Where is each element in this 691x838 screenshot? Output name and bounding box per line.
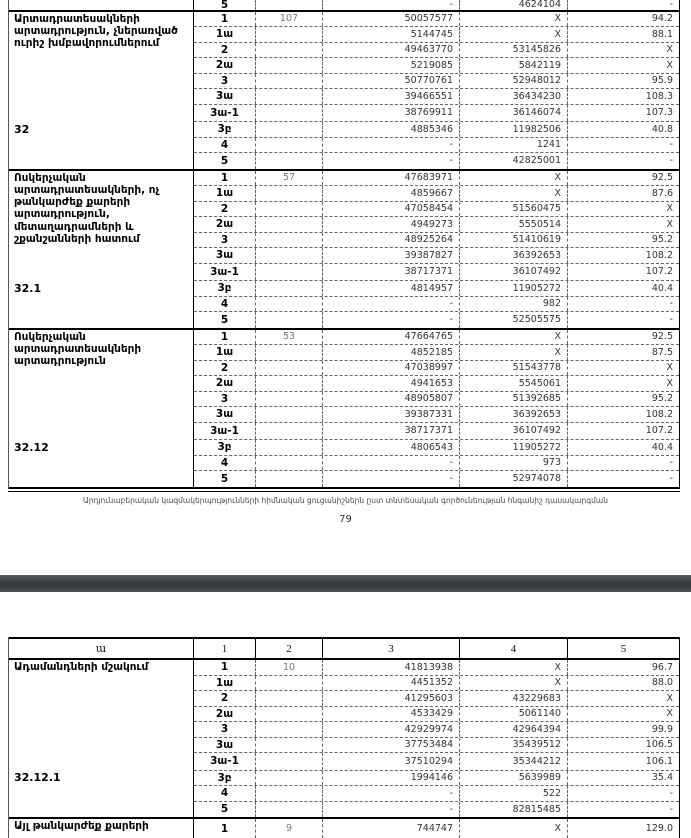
- col3-cell: 47038997: [323, 361, 460, 376]
- row-code-cell: 1ա: [194, 186, 256, 201]
- row-code-cell: 3: [194, 74, 256, 89]
- table-row: [194, 456, 679, 472]
- table-row: [194, 122, 679, 138]
- statistics-table-page2: [8, 637, 680, 838]
- table-block: [9, 660, 679, 819]
- col3-cell: 47683971: [323, 171, 460, 186]
- col5-cell: X: [666, 203, 673, 215]
- row-code-cell: 3ա-1: [194, 105, 256, 122]
- col2-cell: [256, 771, 323, 786]
- col4-cell: 52974078: [460, 471, 568, 487]
- col4-cell: 52948012: [460, 74, 568, 89]
- row-code-cell: 3: [194, 233, 256, 248]
- page-separator-band: [0, 575, 691, 592]
- col4-cell: 36107492: [460, 264, 568, 281]
- col3-cell: 39387331: [323, 407, 460, 422]
- col4-cell: 36107492: [460, 423, 568, 440]
- col3-cell: 47664765: [323, 330, 460, 345]
- col4-cell: 36434230: [460, 89, 568, 104]
- table-row: [194, 12, 679, 28]
- col3-cell: -: [323, 297, 460, 312]
- col2-cell: [256, 153, 323, 169]
- statistics-table-page1: [8, 0, 680, 489]
- category-name: Ոսկերչական արտադրատեսակների արտադրություն: [14, 330, 142, 368]
- col3-cell: 38717371: [323, 264, 460, 281]
- row-code-cell: 4: [194, 456, 256, 471]
- col4-cell: 35439512: [460, 738, 568, 753]
- col3-cell: 48925264: [323, 233, 460, 248]
- col2-cell: 53: [256, 330, 323, 345]
- col4-cell: 11905272: [460, 281, 568, 296]
- col3-cell: 37510294: [323, 753, 460, 770]
- table-row: [194, 707, 679, 723]
- category-name: Ադամանդների մշակում: [14, 661, 149, 673]
- col4-cell: 522: [460, 786, 568, 801]
- row-code-cell: 1: [194, 660, 256, 675]
- category-name-cell: [9, 660, 194, 817]
- col3-cell: 4949273: [323, 217, 460, 232]
- col3-cell: 4814957: [323, 281, 460, 296]
- col3-cell: -: [323, 0, 460, 10]
- col5-cell: X: [666, 692, 673, 704]
- col4-cell: 53145826: [460, 43, 568, 58]
- col2-cell: [256, 786, 323, 801]
- row-code-cell: 1ա: [194, 676, 256, 691]
- table-row: [194, 43, 679, 59]
- row-code-cell: 2: [194, 361, 256, 376]
- row-code-cell: 3: [194, 722, 256, 737]
- table-row: [194, 345, 679, 361]
- col3-cell: 48905807: [323, 392, 460, 407]
- row-code-cell: 1: [194, 330, 256, 345]
- col5-cell: 95.2: [651, 393, 673, 405]
- category-code: 32.12.1: [14, 771, 61, 784]
- col2-cell: [256, 407, 323, 422]
- col3-cell: 4451352: [323, 676, 460, 691]
- col4-cell: 36392653: [460, 407, 568, 422]
- col4-cell: 82815485: [460, 802, 568, 818]
- table-footnote: Արդյունաբերական կազմակերպությունների հիմնական ցուցանիշներն ըստ տնտեսական գործունեության հնգանիշ դասակարգման: [82, 496, 608, 506]
- col5-cell: 107.2: [645, 425, 673, 437]
- table-row: [194, 202, 679, 218]
- col4-cell: 5545061: [460, 376, 568, 391]
- table-row: [194, 691, 679, 707]
- col4-cell: 5550514: [460, 217, 568, 232]
- col3-cell: -: [323, 456, 460, 471]
- category-name-cell-empty: [9, 0, 194, 10]
- col2-cell: [256, 423, 323, 440]
- col3-cell: 41295603: [323, 691, 460, 706]
- col2-cell: [256, 264, 323, 281]
- col5-cell: 129.0: [645, 823, 673, 834]
- partial-top-row: [9, 0, 679, 12]
- page-2: [0, 592, 691, 838]
- col4-cell: X: [460, 676, 568, 691]
- col3-cell: 744747: [323, 819, 460, 838]
- col3-cell: 50770761: [323, 74, 460, 89]
- table-row: [194, 407, 679, 423]
- row-code-cell: 2ա: [194, 376, 256, 391]
- row-code-cell: 2: [194, 202, 256, 217]
- table-row: [194, 233, 679, 249]
- col4-cell: 51543778: [460, 361, 568, 376]
- table-row: [194, 153, 679, 169]
- table-row: [194, 297, 679, 313]
- row-code-cell: 1: [194, 819, 256, 838]
- row-code-cell: 3ա-1: [194, 423, 256, 440]
- row-code-cell: 2: [194, 43, 256, 58]
- col2-cell: [256, 392, 323, 407]
- col5-cell: 107.2: [645, 266, 673, 278]
- col2-cell: [256, 74, 323, 89]
- table-row: [194, 281, 679, 297]
- col2-cell: [256, 707, 323, 722]
- row-code-cell: 3բ: [194, 771, 256, 786]
- header-col-1: 1: [194, 639, 256, 658]
- header-col-3: 3: [323, 639, 460, 658]
- table-row: [194, 802, 679, 818]
- col2-cell: [256, 753, 323, 770]
- col3-cell: 49463770: [323, 43, 460, 58]
- table-row: [194, 186, 679, 202]
- col2-cell: [256, 0, 323, 10]
- col3-cell: -: [323, 802, 460, 818]
- block-rows: [194, 171, 679, 328]
- col4-cell: 52505575: [460, 312, 568, 328]
- col2-cell: [256, 186, 323, 201]
- table-row: [194, 58, 679, 74]
- col2-cell: [256, 676, 323, 691]
- col2-cell: [256, 802, 323, 818]
- row-code-cell: 1: [194, 12, 256, 27]
- table-row: [194, 471, 679, 487]
- row-code-cell: 3: [194, 392, 256, 407]
- table-row: [194, 753, 679, 771]
- col4-cell: 11905272: [460, 440, 568, 455]
- row-code-cell: 3բ: [194, 122, 256, 137]
- table-row: [194, 217, 679, 233]
- col3-cell: 39466551: [323, 89, 460, 104]
- table-row: [194, 312, 679, 328]
- table-row: [194, 27, 679, 43]
- col5-cell: 40.4: [651, 441, 673, 453]
- table-row: [194, 171, 679, 187]
- col5-cell: 35.4: [651, 772, 673, 784]
- header-col-5: 5: [620, 642, 627, 655]
- category-name: Այլ թանկարժեք քարերի: [9, 819, 194, 838]
- row-code-cell: 4: [194, 297, 256, 312]
- col2-cell: [256, 105, 323, 122]
- col4-cell: 36146074: [460, 105, 568, 122]
- col3-cell: -: [323, 471, 460, 487]
- col4-cell: 5842119: [460, 58, 568, 73]
- col5-cell: -: [669, 314, 673, 326]
- col3-cell: 5219085: [323, 58, 460, 73]
- row-code-cell: 5: [194, 471, 256, 487]
- col2-cell: [256, 297, 323, 312]
- col2-cell: 9: [256, 819, 323, 838]
- page1-blocks: [9, 12, 679, 489]
- col5-cell: 108.2: [645, 249, 673, 261]
- table-row: [194, 376, 679, 392]
- col3-cell: 4533429: [323, 707, 460, 722]
- row-code-cell: 5: [194, 312, 256, 328]
- col2-cell: [256, 248, 323, 263]
- table-row: [194, 660, 679, 676]
- col2-cell: [256, 217, 323, 232]
- col4-cell: X: [460, 345, 568, 360]
- col5-cell: 40.4: [651, 282, 673, 294]
- col2-cell: [256, 233, 323, 248]
- category-name-cell: [9, 330, 194, 487]
- col3-cell: 50057577: [323, 12, 460, 27]
- table-row: [194, 786, 679, 802]
- col5-cell: 92.5: [651, 331, 673, 343]
- col4-cell: X: [460, 186, 568, 201]
- col3-cell: 38717371: [323, 423, 460, 440]
- col2-cell: [256, 202, 323, 217]
- col5-cell: X: [666, 59, 673, 71]
- table-row: [194, 89, 679, 105]
- col4-cell: 4624104: [460, 0, 568, 10]
- row-code-cell: 5: [194, 802, 256, 818]
- row-code-cell: 3բ: [194, 440, 256, 455]
- col4-cell: X: [460, 27, 568, 42]
- table-bottom-rule: [8, 491, 680, 493]
- col5-cell: 87.6: [651, 187, 673, 199]
- col3-cell: 5144745: [323, 27, 460, 42]
- col5-cell: -: [669, 155, 673, 167]
- table-row: [194, 676, 679, 692]
- block-rows: [194, 660, 679, 817]
- header-col-4: 4: [460, 639, 568, 658]
- partial-bottom-row: [9, 819, 679, 838]
- col4-cell: 5639989: [460, 771, 568, 786]
- col3-cell: 4859667: [323, 186, 460, 201]
- row-code-cell: 2: [194, 691, 256, 706]
- table-row: [194, 264, 679, 282]
- col5-cell: -: [669, 473, 673, 485]
- row-code-cell: 1ա: [194, 27, 256, 42]
- row-code-cell: 4: [194, 786, 256, 801]
- page-number: 79: [339, 514, 352, 526]
- col2-cell: [256, 138, 323, 153]
- category-name-cell: [9, 171, 194, 328]
- col5-cell: X: [666, 708, 673, 720]
- block-rows: [194, 330, 679, 487]
- table-row: [194, 392, 679, 408]
- row-code-cell: 3ա: [194, 407, 256, 422]
- col2-cell: [256, 471, 323, 487]
- table-block: [9, 12, 679, 171]
- col5-cell: 107.3: [645, 107, 673, 119]
- col5-cell: 88.0: [651, 677, 673, 689]
- col4-cell: 982: [460, 297, 568, 312]
- col5-cell: 99.9: [651, 723, 673, 735]
- col5-cell: 106.5: [645, 739, 673, 751]
- col5-cell: 40.8: [651, 123, 673, 135]
- col3-cell: -: [323, 786, 460, 801]
- table-row: [194, 440, 679, 456]
- col5-cell: -: [669, 787, 673, 799]
- block-rows: [194, 12, 679, 169]
- category-code: 32.1: [14, 281, 42, 295]
- table-row: [194, 771, 679, 787]
- col3-cell: 4806543: [323, 440, 460, 455]
- table-row: [194, 330, 679, 346]
- row-code-cell: 3ա: [194, 248, 256, 263]
- col2-cell: [256, 281, 323, 296]
- col4-cell: X: [460, 660, 568, 675]
- col2-cell: [256, 43, 323, 58]
- header-name-col: ա: [9, 639, 194, 658]
- row-code-cell: 1ա: [194, 345, 256, 360]
- category-code: 32: [14, 122, 30, 136]
- col3-cell: -: [323, 153, 460, 169]
- col3-cell: -: [323, 138, 460, 153]
- col5-cell: 92.5: [651, 172, 673, 184]
- col3-cell: 4885346: [323, 122, 460, 137]
- row-code-cell: 5: [194, 153, 256, 169]
- table-row: [194, 74, 679, 90]
- page2-blocks: [9, 660, 679, 819]
- col5-cell: -: [669, 457, 673, 469]
- col4-cell: 973: [460, 456, 568, 471]
- col5-cell: X: [666, 44, 673, 56]
- col5-cell: X: [666, 377, 673, 389]
- col2-cell: [256, 738, 323, 753]
- col5-cell: -: [669, 803, 673, 815]
- col4-cell: X: [460, 12, 568, 27]
- col2-cell: [256, 456, 323, 471]
- col5-cell: 108.2: [645, 408, 673, 420]
- col3-cell: 47058454: [323, 202, 460, 217]
- col2-cell: 10: [256, 660, 323, 675]
- table-row: [194, 248, 679, 264]
- row-code-cell: 3ա-1: [194, 264, 256, 281]
- row-code-cell: 2ա: [194, 707, 256, 722]
- header-col-2: 2: [256, 639, 323, 658]
- col4-cell: 35344212: [460, 753, 568, 770]
- table-header-row: [9, 637, 679, 660]
- col5-cell: 87.5: [651, 346, 673, 358]
- col4-cell: 11982506: [460, 122, 568, 137]
- col3-cell: 1994146: [323, 771, 460, 786]
- col5-cell: X: [666, 218, 673, 230]
- col3-cell: 4852185: [323, 345, 460, 360]
- row-code-cell: 3բ: [194, 281, 256, 296]
- col2-cell: [256, 122, 323, 137]
- col3-cell: 38769911: [323, 105, 460, 122]
- col4-cell: X: [460, 171, 568, 186]
- col5-cell: 95.9: [651, 75, 673, 87]
- col4-cell: X: [460, 819, 568, 838]
- category-code: 32.12: [14, 440, 49, 454]
- table-block: [9, 330, 679, 489]
- col2-cell: 107: [256, 12, 323, 27]
- col4-cell: 5061140: [460, 707, 568, 722]
- col5-cell: 88.1: [651, 28, 673, 40]
- col4-cell: 43229683: [460, 691, 568, 706]
- col4-cell: X: [460, 330, 568, 345]
- row-code-cell: 1: [194, 171, 256, 186]
- col4-cell: 36392653: [460, 248, 568, 263]
- col5-cell: 94.2: [651, 13, 673, 25]
- table-block: [9, 171, 679, 330]
- row-code-cell: 3ա: [194, 89, 256, 104]
- col2-cell: [256, 691, 323, 706]
- col4-cell: 42825001: [460, 153, 568, 169]
- table-row: [194, 423, 679, 441]
- col2-cell: [256, 27, 323, 42]
- col2-cell: [256, 376, 323, 391]
- col4-cell: 42964394: [460, 722, 568, 737]
- row-code-cell: 2ա: [194, 217, 256, 232]
- table-row: [194, 138, 679, 154]
- col3-cell: 39387827: [323, 248, 460, 263]
- category-name: Արտադրատեսակների արտադրություն, չներառված ուրիշ խմբավորումներում: [14, 12, 178, 50]
- col5-cell: 95.2: [651, 234, 673, 246]
- table-row: [194, 722, 679, 738]
- table-row: [194, 738, 679, 754]
- col2-cell: [256, 345, 323, 360]
- row-code-cell: 2ա: [194, 58, 256, 73]
- col3-cell: 41813938: [323, 660, 460, 675]
- col2-cell: [256, 440, 323, 455]
- category-name: Ոսկերչական արտադրատեսակների, ոչ թանկարժեք քարերի արտադրություն, մետաղադրամների և շքանշանների հատում: [14, 171, 160, 245]
- col3-cell: 37753484: [323, 738, 460, 753]
- col4-cell: 51410619: [460, 233, 568, 248]
- col5-cell: 96.7: [651, 661, 673, 673]
- col4-cell: 51560475: [460, 202, 568, 217]
- col5-cell: -: [669, 0, 673, 10]
- col5-cell: 106.1: [645, 755, 673, 767]
- col5-cell: 108.3: [645, 90, 673, 102]
- col5-cell: -: [669, 298, 673, 310]
- col3-cell: -: [323, 312, 460, 328]
- col5-cell: -: [669, 139, 673, 151]
- col2-cell: [256, 722, 323, 737]
- col2-cell: [256, 89, 323, 104]
- row-code-cell: 3ա-1: [194, 753, 256, 770]
- col3-cell: 4941653: [323, 376, 460, 391]
- col2-cell: 57: [256, 171, 323, 186]
- table-row: [194, 361, 679, 377]
- col3-cell: 42929974: [323, 722, 460, 737]
- category-name-cell: [9, 12, 194, 169]
- col2-cell: [256, 361, 323, 376]
- row-code-cell: 4: [194, 138, 256, 153]
- col4-cell: 1241: [460, 138, 568, 153]
- row-code-cell: 3ա: [194, 738, 256, 753]
- table-row: [194, 105, 679, 123]
- col2-cell: [256, 312, 323, 328]
- row-code-cell: 5: [194, 0, 256, 10]
- col2-cell: [256, 58, 323, 73]
- col4-cell: 51392685: [460, 392, 568, 407]
- col5-cell: X: [666, 362, 673, 374]
